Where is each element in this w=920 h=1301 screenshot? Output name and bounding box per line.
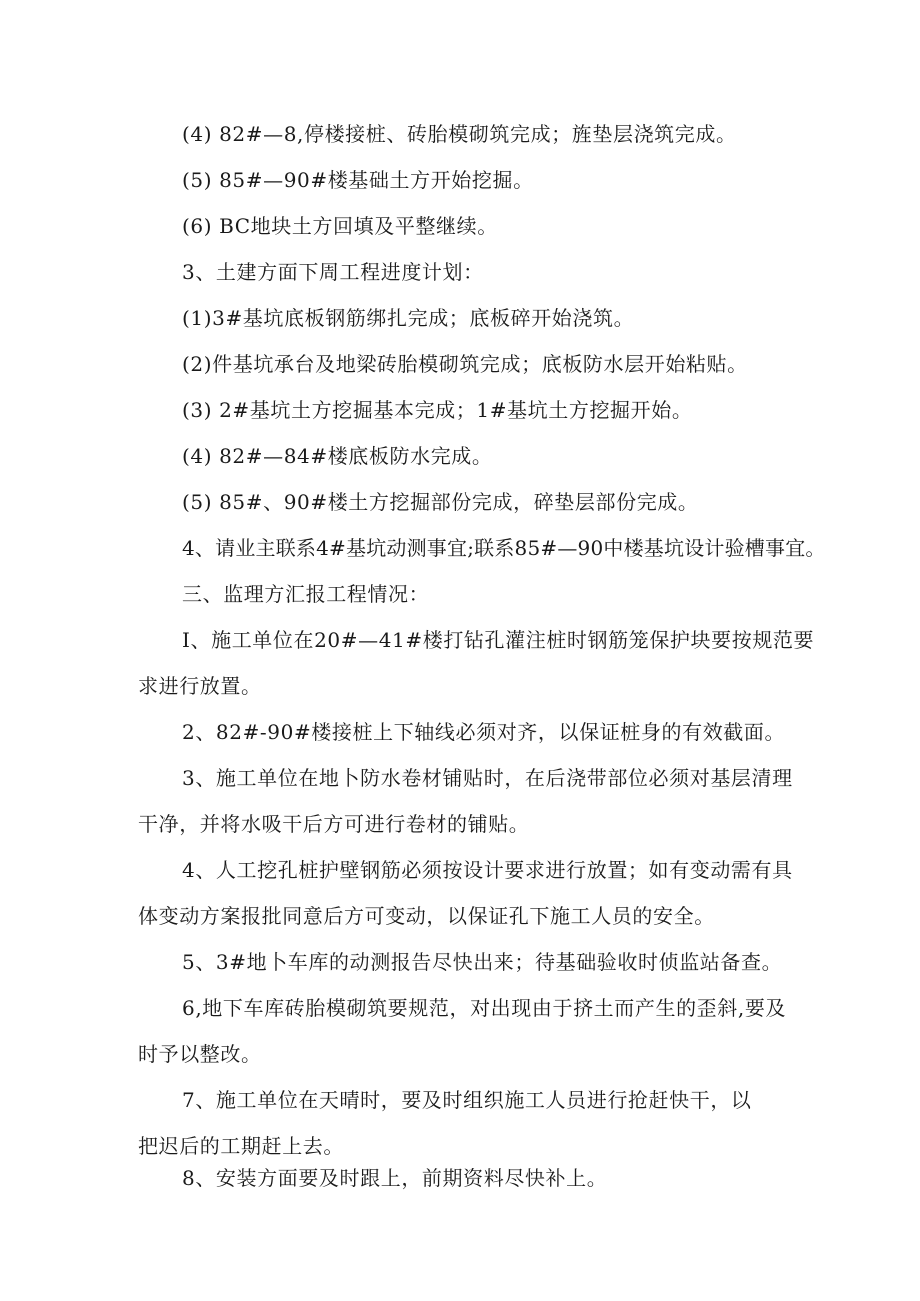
section-heading: 三、监理方汇报工程情况： <box>182 582 430 606</box>
paragraph-line: (6) BC地块土方回填及平整继续。 <box>182 214 498 238</box>
paragraph-line: 7、施工单位在天晴时，要及时组织施工人员进行抢赶快干，以 <box>182 1088 752 1112</box>
paragraph-line: (4) 82#—84#楼底板防水完成。 <box>182 444 493 468</box>
paragraph-line: (1)3#基坑底板钢筋绑扎完成；底板碎开始浇筑。 <box>182 306 635 330</box>
paragraph-line: 2、82#-90#楼接桩上下轴线必须对齐，以保证桩身的有效截面。 <box>182 720 786 744</box>
paragraph-line: 3、施工单位在地卜防水卷材铺贴时，在后浇带部位必须对基层清理 <box>182 766 793 790</box>
paragraph-line: 6,地下车库砖胎模砌筑要规范，对出现由于挤土而产生的歪斜,要及 <box>182 996 787 1020</box>
paragraph-line: 8、安装方面要及时跟上，前期资料尽快补上。 <box>182 1166 608 1190</box>
paragraph-line: 时予以整改。 <box>138 1042 262 1066</box>
paragraph-line: 4、请业主联系4#基坑动测事宜;联系85#—90中楼基坑设计验槽事宜。 <box>182 536 826 560</box>
paragraph-line: I、施工单位在20#—41#楼打钻孔灌注桩时钢筋笼保护块要按规范要 <box>182 628 815 652</box>
paragraph-line: (5) 85#、90#楼土方挖掘部份完成，碎垫层部份完成。 <box>182 490 699 514</box>
paragraph-line: 求进行放置。 <box>138 674 262 698</box>
paragraph-line: 干净，并将水吸干后方可进行卷材的铺贴。 <box>138 812 530 836</box>
paragraph-line: (4) 82#—8,停楼接桩、砖胎模砌筑完成；旌垫层浇筑完成。 <box>182 122 737 146</box>
section-heading: 3、土建方面下周工程进度计划： <box>182 260 484 284</box>
paragraph-line: (3) 2#基坑土方挖掘基本完成；1#基坑土方挖掘开始。 <box>182 398 693 422</box>
paragraph-line: 5、3#地卜车库的动测报告尽快出来；待基础验收时侦监站备查。 <box>182 950 783 974</box>
paragraph-line: 把迟后的工期赶上去。 <box>138 1134 344 1158</box>
paragraph-line: (2)件基坑承台及地梁砖胎模砌筑完成；底板防水层开始粘贴。 <box>182 352 748 376</box>
paragraph-line: 体变动方案报批同意后方可变动，以保证孔下施工人员的安全。 <box>138 904 715 928</box>
paragraph-line: 4、人工挖孔桩护壁钢筋必须按设计要求进行放置；如有变动需有具 <box>182 858 793 882</box>
paragraph-line: (5) 85#—90#楼基础土方开始挖掘。 <box>182 168 534 192</box>
